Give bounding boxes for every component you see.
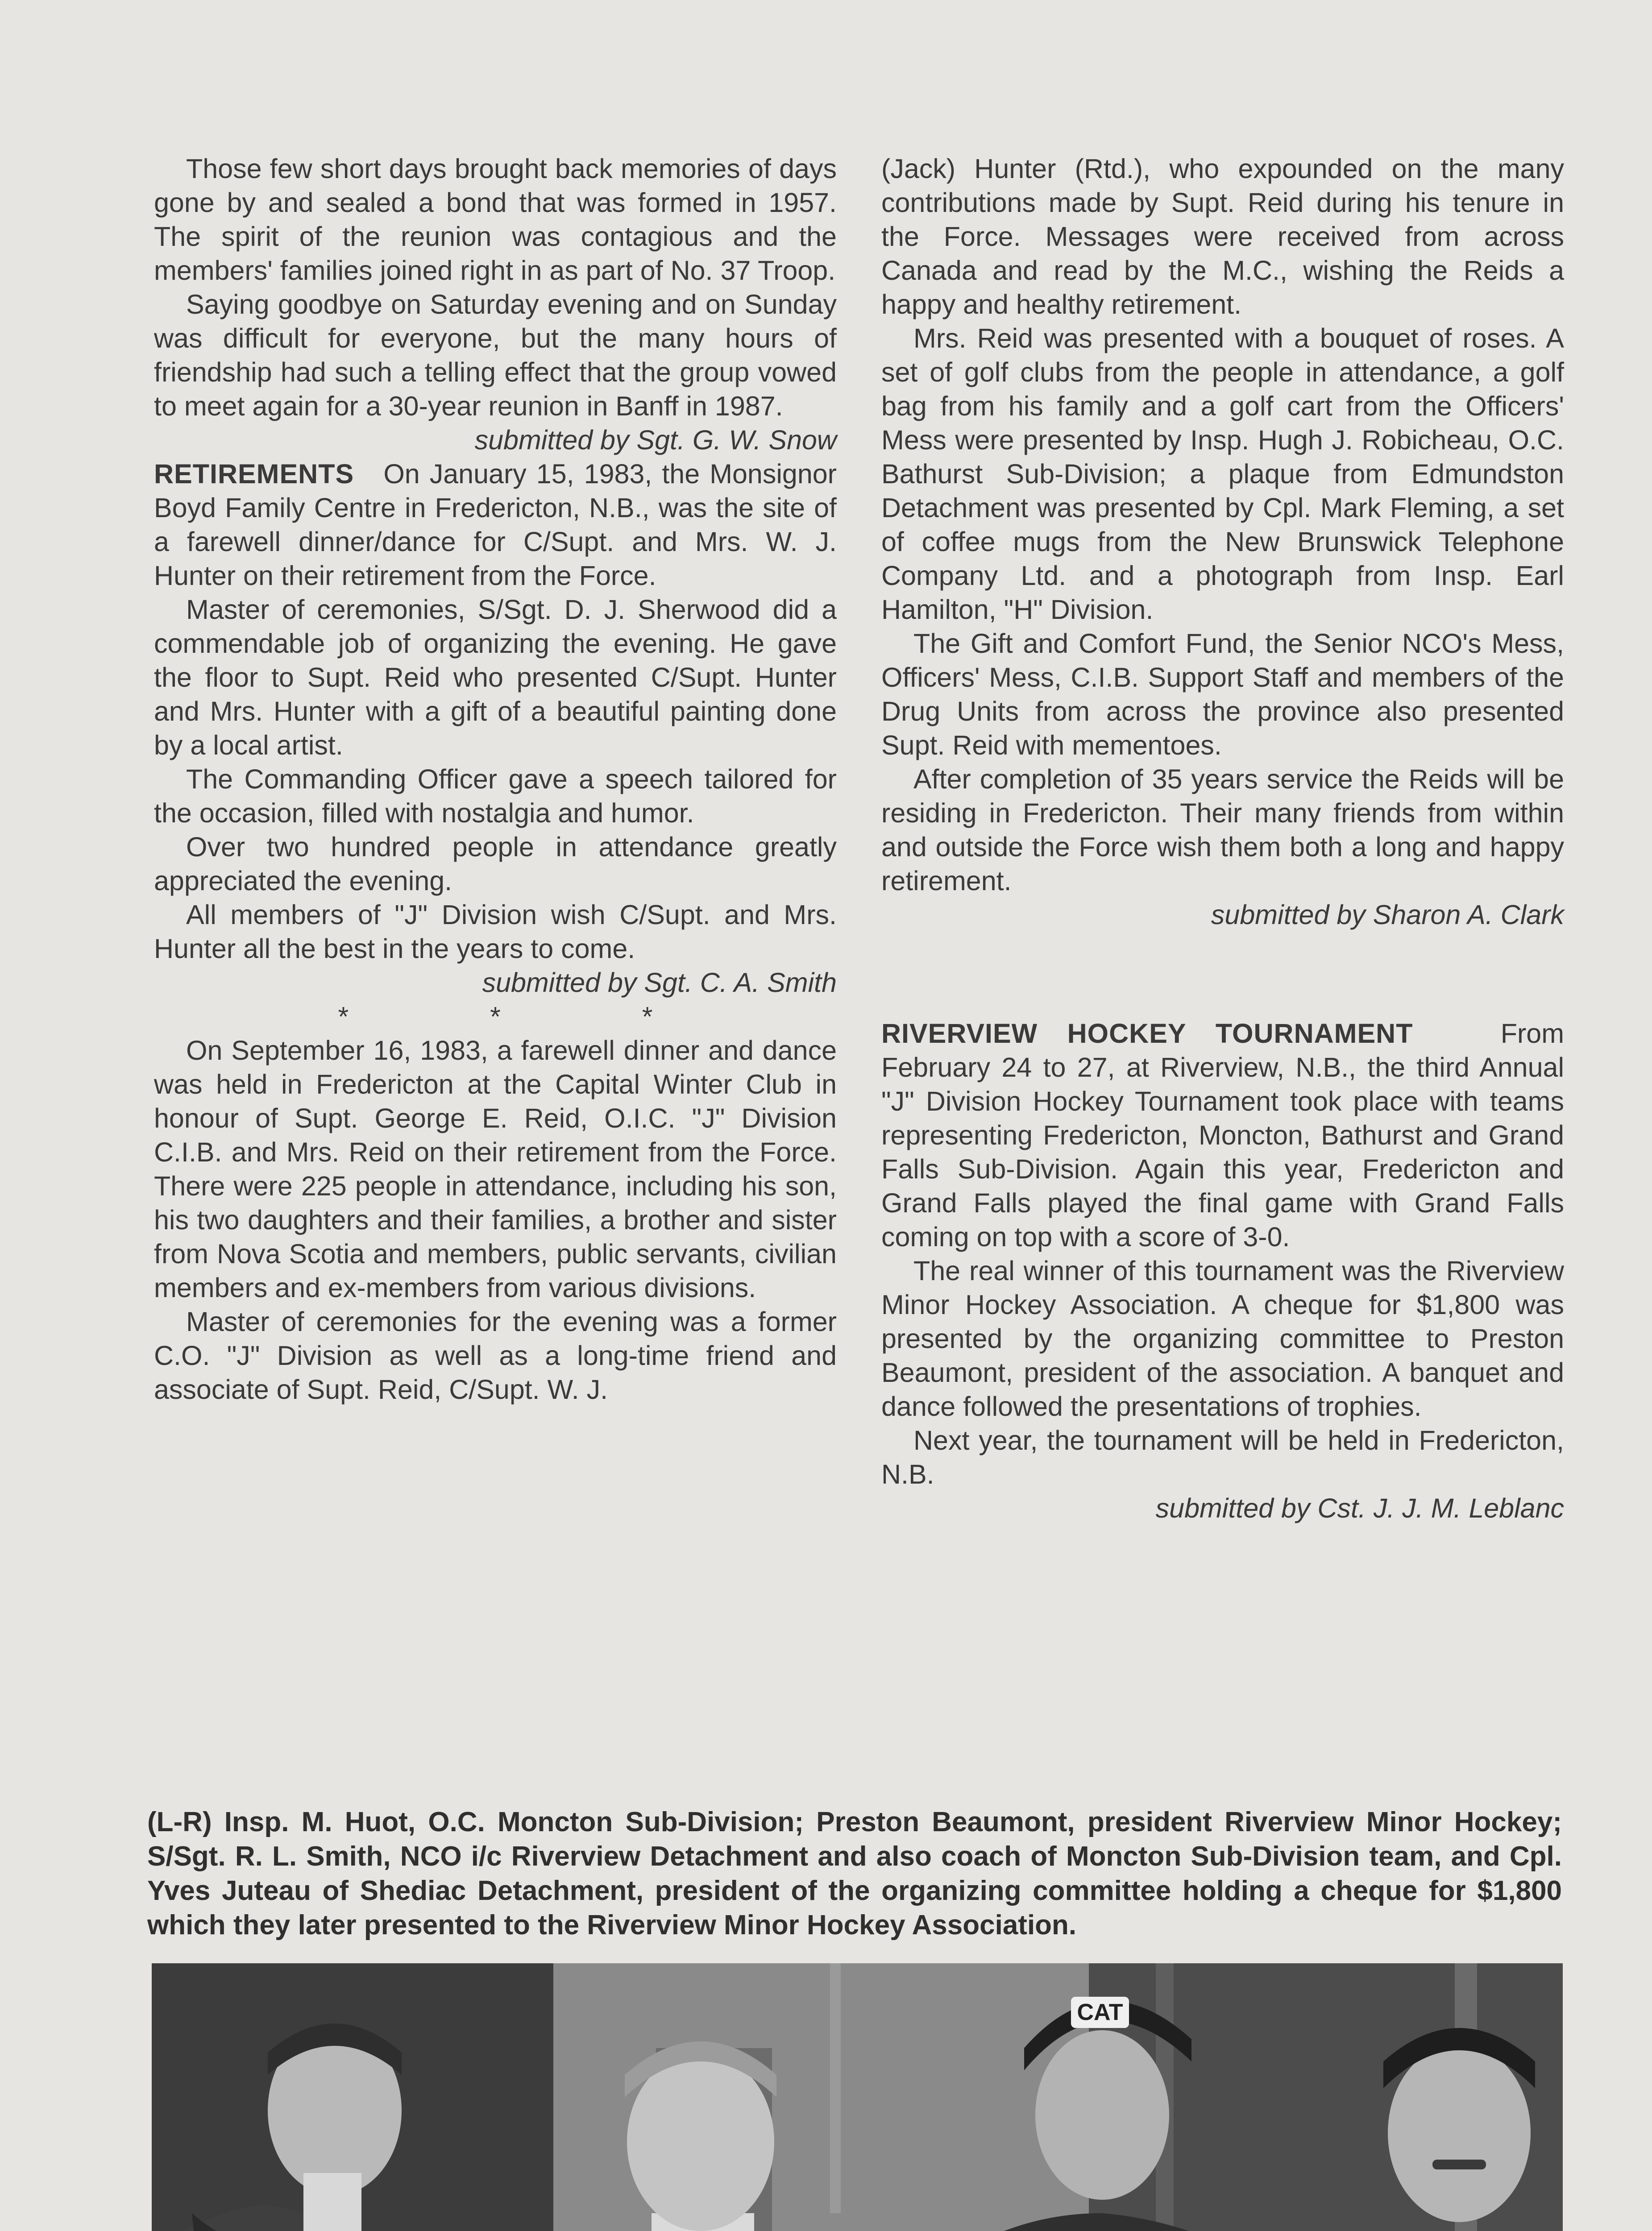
paragraph: (Jack) Hunter (Rtd.), who expounded on the many contributions made by Supt. Reid during his tenure in the Force. Messages were received from across Canada and read by the M.C., wishing the Reids a happy and healthy retirement. (881, 153, 1564, 319)
paragraph: The Commanding Officer gave a speech tailored for the occasion, filled with nostalgia and humor. (154, 764, 837, 828)
paragraph: Next year, the tournament will be held in Fredericton, N.B. (881, 1425, 1564, 1489)
paragraph: On September 16, 1983, a farewell dinner and dance was held in Fredericton at the Capital Winter Club in honour of Supt. George E. Reid, O.I.C. "J" Division C.I.B. and Mrs. Reid on their retirement from the Force. There were 225 people in attendance, including his son, his two daughters and their families, a brother and sister from Nova Scotia and members, public servants, civilian members and ex-members from various divisions. (154, 1035, 837, 1303)
paragraph-text: On January 15, 1983, the Monsignor Boyd Family Centre in Fredericton, N.B., was the site of a farewell dinner/dance for C/Supt. and Mrs. W. J. Hunter on their retirement from the Force. (154, 459, 837, 591)
byline: submitted by Cst. J. J. M. Leblanc (1155, 1493, 1564, 1523)
paragraph: After completion of 35 years service the Reids will be residing in Fredericton. Their many friends from within and outside the Force wish them both a long and happy retirement. (881, 764, 1564, 896)
paragraph: Those few short days brought back memories of days gone by and sealed a bond that was formed in 1957. The spirit of the reunion was contagious and the members' families joined right in as part of No. 37 Troop. (154, 153, 837, 286)
photo-caption: (L-R) Insp. M. Huot, O.C. Moncton Sub-Division; Preston Beaumont, president Riverview Minor Hockey; S/Sgt. R. L. Smith, NCO i/c Riverview Detachment and also coach of Moncton Sub-Division team, and Cpl. Yves Juteau of Shediac Detachment, president of the organizing committee holding a cheque for $1,800 which they later presented to the Riverview Minor Hockey Association. (147, 1807, 1562, 1941)
paragraph: The Gift and Comfort Fund, the Senior NCO's Mess, Officers' Mess, C.I.B. Support Staff and members of the Drug Units from across the province also presented Supt. Reid with mementoes. (881, 628, 1564, 760)
byline: submitted by Sgt. C. A. Smith (482, 967, 837, 998)
photo-illustration (152, 1963, 1563, 2231)
section-heading-hockey: RIVERVIEW HOCKEY TOURNAMENT (881, 1018, 1413, 1049)
paragraph: Over two hundred people in attendance greatly appreciated the evening. (154, 832, 837, 896)
section-heading-retirements: RETIREMENTS (154, 459, 354, 489)
paragraph: Master of ceremonies, S/Sgt. D. J. Sherwood did a commendable job of organizing the evening. He gave the floor to Supt. Reid who presented C/Supt. Hunter and Mrs. Hunter with a gift of a beautiful painting done by a local artist. (154, 594, 837, 760)
byline: submitted by Sgt. G. W. Snow (474, 425, 837, 455)
byline: submitted by Sharon A. Clark (1211, 900, 1564, 930)
paragraph: Mrs. Reid was presented with a bouquet of roses. A set of golf clubs from the people in attendance, a golf bag from his family and a golf cart from the Officers' Mess were presented by Insp. Hugh J. Robicheau, O.C. Bathurst Sub-Division; a plaque from Edmundston Detachment was presented by Cpl. Mark Fleming, a set of coffee mugs from the New Brunswick Telephone Company Ltd. and a photograph from Insp. Earl Hamilton, "H" Division. (881, 323, 1564, 625)
photograph (152, 1963, 1563, 2231)
paragraph-retirements (154, 457, 837, 593)
left-column (154, 152, 837, 1406)
cap-logo: CAT (1077, 1999, 1123, 2025)
paragraph-hockey (881, 1016, 1564, 1254)
paragraph-text: From February 24 to 27, at Riverview, N.B., the third Annual "J" Division Hockey Tournament took place with teams representing Fredericton, Moncton, Bathurst and Grand Falls Sub-Division. Again this year, Fredericton and Grand Falls played the final game with Grand Falls coming on top with a score of 3-0. (881, 1018, 1565, 1252)
paragraph: Master of ceremonies for the evening was a former C.O. "J" Division as well as a long-time friend and associate of Supt. Reid, C/Supt. W. J. (154, 1306, 837, 1405)
right-column (881, 152, 1564, 1525)
section-separator: * * * (338, 1001, 720, 1032)
paragraph: Saying goodbye on Saturday evening and on Sunday was difficult for everyone, but the many hours of friendship had such a telling effect that the group vowed to meet again for a 30-year reunion in Banff in 1987. (154, 289, 837, 421)
paragraph: All members of "J" Division wish C/Supt. and Mrs. Hunter all the best in the years to come. (154, 900, 837, 964)
spacer (881, 932, 1564, 1016)
paragraph: The real winner of this tournament was the Riverview Minor Hockey Association. A cheque for $1,800 was presented by the organizing committee to Preston Beaumont, president of the association. A banquet and dance followed the presentations of trophies. (881, 1256, 1564, 1422)
